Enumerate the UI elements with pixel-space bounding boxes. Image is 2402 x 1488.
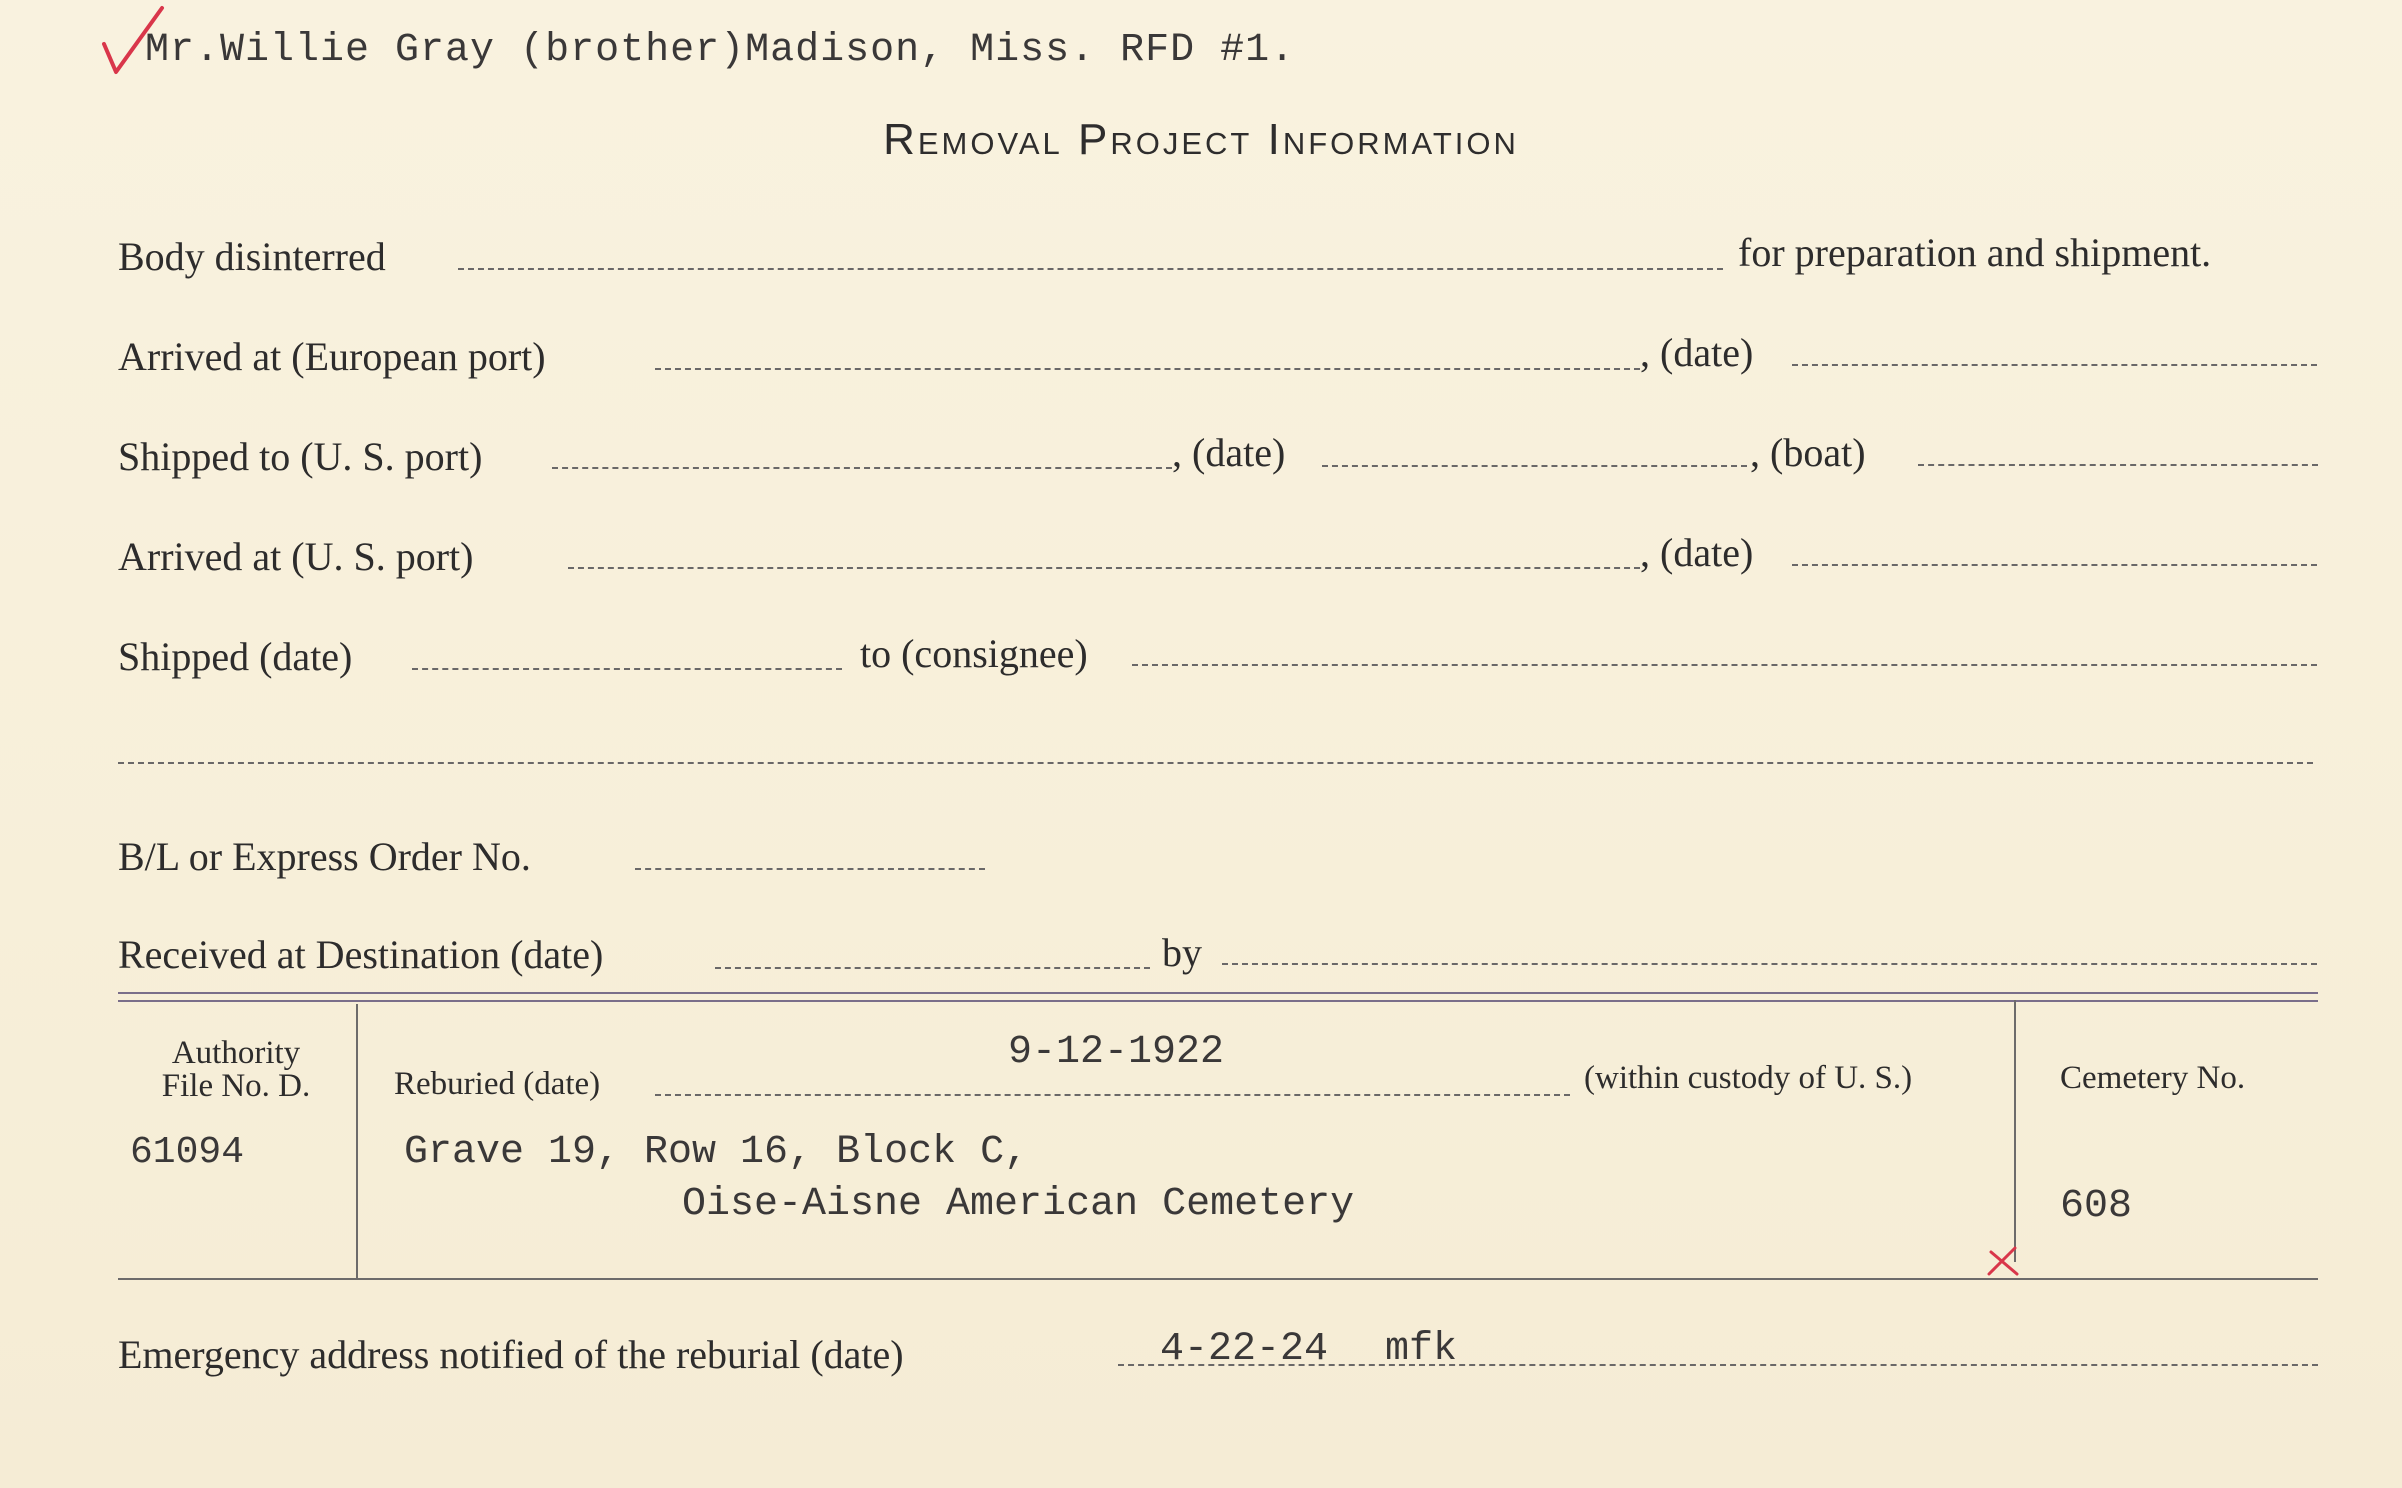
received-destination-line <box>715 967 1150 969</box>
authority-file-number: 61094 <box>130 1131 245 1174</box>
arrived-us-label: Arrived at (U. S. port) <box>118 534 474 579</box>
shipped-to-us-label: Shipped to (U. S. port) <box>118 434 483 479</box>
arrived-us-date-label: , (date) <box>1640 530 1754 575</box>
bl-order-label: B/L or Express Order No. <box>118 834 531 879</box>
by-label: by <box>1162 930 1202 975</box>
box-top-rule <box>118 992 2318 994</box>
received-destination-label: Received at Destination (date) <box>118 932 604 977</box>
file-no-label: File No. D. <box>161 1068 311 1104</box>
authority-label: Authority <box>171 1035 301 1071</box>
shipped-date-label-2: , (date) <box>1172 430 1286 475</box>
consignee-line <box>1132 664 2317 666</box>
arrived-us-date-line <box>1792 564 2317 566</box>
card-title: Removal Project Information <box>883 115 1519 164</box>
box-bottom-rule <box>118 1278 2318 1280</box>
bl-order-line <box>635 868 985 870</box>
body-disinterred-line <box>458 268 1723 270</box>
shipped-date-line <box>412 668 842 670</box>
body-disinterred-suffix: for preparation and shipment. <box>1738 230 2212 275</box>
arrived-european-date-label: , (date) <box>1640 330 1754 375</box>
reburied-date-value: 9-12-1922 <box>1008 1030 1225 1075</box>
boat-label: , (boat) <box>1750 430 1866 475</box>
arrived-european-line <box>655 368 1640 370</box>
cemetery-no-label: Cemetery No. <box>2060 1060 2246 1096</box>
arrived-us-line <box>568 567 1640 569</box>
cemetery-number: 608 <box>2060 1184 2133 1229</box>
by-line <box>1222 963 2317 965</box>
reburied-label: Reburied (date) <box>394 1066 601 1102</box>
arrived-european-date-line <box>1792 364 2317 366</box>
next-of-kin-line: Mr.Willie Gray (brother)Madison, Miss. RFD #1. <box>145 28 1296 73</box>
body-disinterred-label: Body disinterred <box>118 234 386 279</box>
emergency-initials: mfk <box>1385 1327 1458 1372</box>
shipped-date-line-2 <box>1322 465 1747 467</box>
shipped-to-us-line <box>552 467 1172 469</box>
arrived-european-label: Arrived at (European port) <box>118 334 546 379</box>
boat-line <box>1918 464 2318 466</box>
box-divider-left <box>356 1004 358 1278</box>
grave-location-line-1: Grave 19, Row 16, Block C, <box>404 1130 1029 1175</box>
box-divider-right <box>2014 1000 2016 1262</box>
emergency-date-value: 4-22-24 <box>1160 1327 1329 1372</box>
consignee-continuation-line <box>118 762 2313 764</box>
consignee-label: to (consignee) <box>860 631 1088 676</box>
shipped-date-label: Shipped (date) <box>118 634 353 679</box>
grave-location-line-2: Oise-Aisne American Cemetery <box>682 1182 1355 1227</box>
custody-label: (within custody of U. S.) <box>1584 1060 1913 1096</box>
emergency-label: Emergency address notified of the reburial (date) <box>118 1332 904 1377</box>
red-x-mark-icon <box>1985 1244 2021 1278</box>
box-top-rule-2 <box>118 1000 2318 1002</box>
reburied-line <box>655 1094 1570 1096</box>
